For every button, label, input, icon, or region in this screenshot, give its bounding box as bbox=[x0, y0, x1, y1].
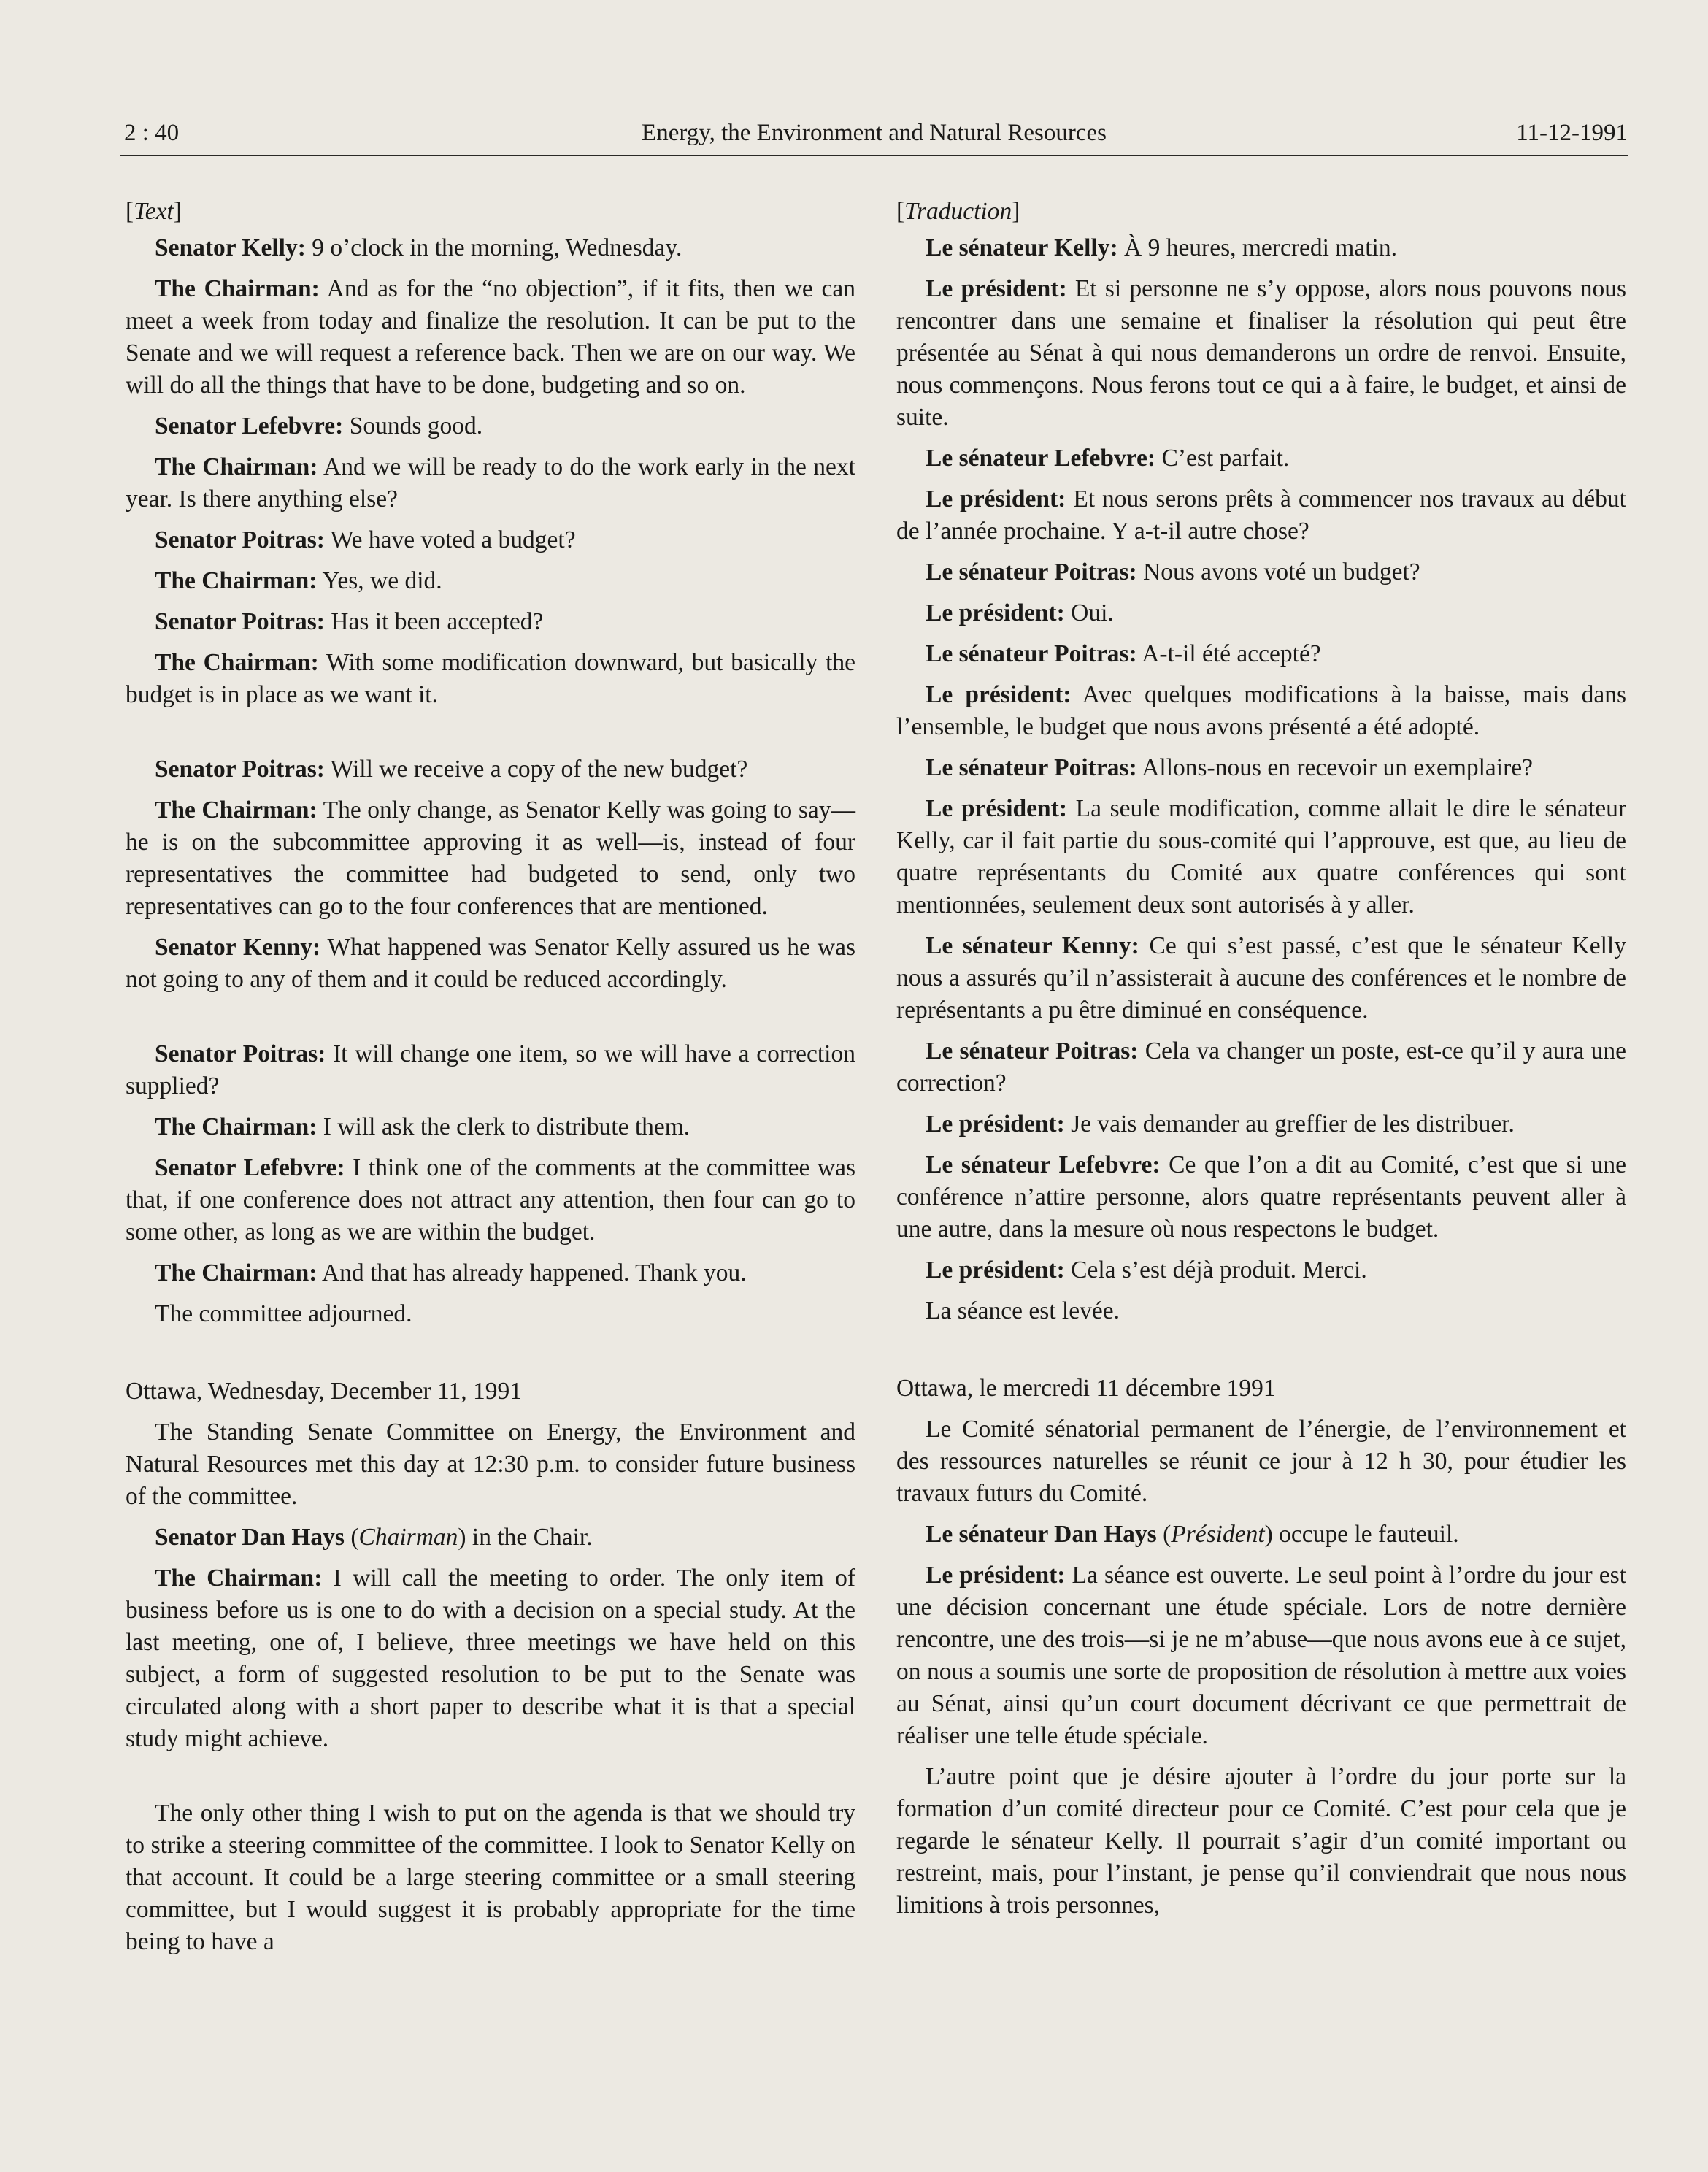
speaker-name: Le président: bbox=[926, 1562, 1066, 1589]
speaker-name: Senator Poitras: bbox=[155, 1040, 326, 1067]
speaker-name: The Chairman: bbox=[155, 275, 320, 302]
speech-paragraph bbox=[896, 1035, 1626, 1100]
speech-text: What happened was Senator Kelly assured us he was not going to any of them and it could be reduced accordingly. bbox=[126, 934, 855, 993]
speech-text: With some modification downward, but basically the budget is in place as we want it. bbox=[126, 649, 855, 708]
speech-text: The committee adjourned. bbox=[155, 1300, 412, 1327]
running-header bbox=[120, 115, 1628, 156]
speaker-name: The Chairman: bbox=[155, 567, 318, 594]
speech-text: I will call the meeting to order. The only item of business before us is one to do with a decision on a special study. At the last meeting, one of, I believe, three meetings we have held on this subject, a form of suggested resolution to be put to the Senate was circulated along with a short paper to describe what it is that a special study might achieve. bbox=[126, 1565, 855, 1752]
speech-text: A-t-il été accepté? bbox=[1136, 640, 1321, 667]
closing-paragraph: The only other thing I wish to put on the agenda is that we should try to strike a steering committee of the committee. I look to Senator Kelly on that account. It could be a large steering committee or a small steering committee, but I would suggest it is probably appropriate for the time being to have a bbox=[126, 1800, 855, 1955]
speaker-name: Le sénateur Kenny: bbox=[926, 932, 1139, 959]
speech-paragraph bbox=[126, 410, 855, 442]
speech-text: Et nous serons prêts à commencer nos travaux au début de l’année prochaine. Y a-t-il autre chose? bbox=[896, 486, 1626, 545]
speech-text: I think one of the comments at the committee was that, if one conference does not attract any attention, then four can go to some other, as long as we are within the budget. bbox=[126, 1154, 855, 1246]
speaker-name: Le sénateur Kelly: bbox=[926, 234, 1118, 261]
speech-paragraph bbox=[896, 793, 1626, 921]
speaker-name: Le sénateur Lefebvre: bbox=[926, 445, 1156, 472]
speaker-name: Le sénateur Poitras: bbox=[926, 640, 1137, 667]
speaker-name: Senator Lefebvre: bbox=[155, 412, 344, 440]
speech-paragraph bbox=[126, 1562, 855, 1755]
speaker-name: Senator Poitras: bbox=[155, 756, 325, 783]
speech-paragraph: Le sénateur Dan Hays (Président) occupe le fauteuil. bbox=[926, 1521, 1459, 1548]
speech-paragraph bbox=[896, 556, 1626, 588]
speaker-name: Le président: bbox=[926, 795, 1067, 822]
speech-text: in the Chair. bbox=[466, 1524, 593, 1551]
speech-text: Ce que l’on a dit au Comité, c’est que si une conférence n’attire personne, alors quatre représentants peuvent aller à une autre, dans la mesure où nous respectons le budget. bbox=[896, 1151, 1627, 1243]
section-tag-text: Traduction bbox=[904, 198, 1012, 225]
speaker-name: Le sénateur Dan Hays bbox=[926, 1521, 1157, 1548]
dateline: Ottawa, le mercredi 11 décembre 1991 bbox=[896, 1375, 1276, 1402]
speech-paragraph bbox=[896, 1413, 1626, 1510]
chair-role: Président bbox=[1171, 1521, 1265, 1548]
speech-text: occupe le fauteuil. bbox=[1272, 1521, 1459, 1548]
publication-title: Energy, the Environment and Natural Resources bbox=[642, 120, 1107, 146]
speaker-name: The Chairman: bbox=[155, 1259, 318, 1286]
speech-paragraph bbox=[126, 451, 855, 515]
speech-text: Cela va changer un poste, est-ce qu’il y aura une correction? bbox=[896, 1037, 1626, 1097]
section-tag: [Traduction] bbox=[896, 198, 1020, 225]
speaker-name: Senator Kenny: bbox=[155, 934, 321, 961]
speech-paragraph bbox=[896, 752, 1626, 784]
speech-paragraph bbox=[126, 232, 855, 264]
speech-text: The Standing Senate Committee on Energy, the Environment and Natural Resources met this day at 12:30 p.m. to consider future business of the committee. bbox=[126, 1419, 855, 1510]
speech-paragraph bbox=[126, 932, 855, 996]
speech-text: The only change, as Senator Kelly was going to say—he is on the subcommittee approving it as well—is, instead of four representatives the committee had budgeted to send, only two representatives can go to the four conferences that are mentioned. bbox=[126, 797, 855, 920]
speaker-name: Senator Poitras: bbox=[155, 526, 325, 553]
dateline: Ottawa, Wednesday, December 11, 1991 bbox=[126, 1378, 523, 1405]
speech-paragraph bbox=[896, 930, 1626, 1026]
speech-text: And as for the “no objection”, if it fits, then we can meet a week from today and finalize the resolution. It can be put to the Senate and we will request a reference back. Then we are on our way. We will do all the things that have to be done, budgeting and so on. bbox=[126, 275, 855, 399]
speaker-name: The Chairman: bbox=[155, 453, 318, 480]
speech-paragraph bbox=[896, 597, 1626, 629]
speech-paragraph bbox=[896, 1149, 1626, 1246]
header-date: 11-12-1991 bbox=[1516, 120, 1628, 146]
speech-paragraph bbox=[896, 483, 1626, 548]
speaker-name: The Chairman: bbox=[155, 1113, 318, 1140]
speech-paragraph bbox=[126, 1257, 855, 1289]
speech-paragraph bbox=[896, 638, 1626, 670]
speech-text: Allons-nous en recevoir un exemplaire? bbox=[1136, 754, 1534, 781]
speaker-name: Le président: bbox=[926, 1110, 1065, 1137]
speech-text: Yes, we did. bbox=[317, 567, 442, 594]
page-number: 2 : 40 bbox=[124, 120, 180, 146]
speaker-name: Le sénateur Poitras: bbox=[926, 1037, 1139, 1064]
speaker-name: Le sénateur Poitras: bbox=[926, 559, 1137, 586]
speaker-name: Le président: bbox=[926, 275, 1067, 302]
speech-paragraph bbox=[896, 273, 1626, 434]
speech-paragraph bbox=[126, 1152, 855, 1248]
speech-paragraph bbox=[126, 647, 855, 711]
chair-role: Chairman bbox=[358, 1524, 458, 1551]
speech-text: L’autre point que je désire ajouter à l’ordre du jour porte sur la formation d’un comité directeur pour ce Comité. C’est pour cela que je regarde le sénateur Kelly. Il pourrait s’agir d’un comité important ou restreint, mais, pour l’instant, je pense qu’il conviendrait que nous nous limitions à trois personnes, bbox=[896, 1763, 1626, 1919]
speech-text: Will we receive a copy of the new budget? bbox=[324, 756, 748, 783]
speech-text: I will ask the clerk to distribute them. bbox=[317, 1113, 690, 1140]
speech-text: La séance est ouverte. Le seul point à l’ordre du jour est une décision concernant une étude spéciale. Lors de notre dernière rencontre, une des trois—si je ne m’abuse—que nous avons eue à ce sujet, on nous a soumis une sorte de proposition de résolution à mettre aux voies au Sénat, ainsi qu’un court document décrivant ce que permettrait de réaliser une telle étude spéciale. bbox=[896, 1562, 1627, 1749]
speech-text: Avec quelques modifications à la baisse, mais dans l’ensemble, le budget que nous avons présenté a été adopté. bbox=[896, 681, 1626, 740]
speech-text: Has it been accepted? bbox=[324, 608, 544, 635]
speaker-name: Le président: bbox=[926, 681, 1072, 708]
speech-paragraph bbox=[896, 1761, 1626, 1922]
speech-paragraph bbox=[126, 753, 855, 786]
section-tag: [Text] bbox=[126, 198, 182, 225]
english-column bbox=[126, 196, 855, 1967]
speech-text: Nous avons voté un budget? bbox=[1136, 559, 1420, 586]
speaker-name: The Chairman: bbox=[155, 797, 318, 824]
speech-paragraph bbox=[126, 1038, 855, 1102]
section-tag-text: Text bbox=[134, 198, 174, 225]
speech-paragraph bbox=[126, 1111, 855, 1143]
speech-text: Ce qui s’est passé, c’est que le sénateur Kelly nous a assurés qu’il n’assisterait à aucune des conférences et le nombre de représentants a pu être diminué en conséquence. bbox=[896, 932, 1626, 1024]
speech-text: Le Comité sénatorial permanent de l’énergie, de l’environnement et des ressources naturelles se réunit ce jour à 12 h 30, pour étudier les travaux futurs du Comité. bbox=[896, 1416, 1626, 1507]
speech-paragraph bbox=[896, 1254, 1626, 1286]
speech-paragraph bbox=[896, 232, 1626, 264]
speech-paragraph bbox=[126, 1416, 855, 1513]
speech-text: We have voted a budget? bbox=[324, 526, 576, 553]
speech-paragraph bbox=[896, 679, 1626, 743]
speech-text: La séance est levée. bbox=[926, 1297, 1120, 1324]
speech-paragraph bbox=[126, 565, 855, 597]
speaker-name: Senator Lefebvre: bbox=[155, 1154, 345, 1181]
french-column bbox=[896, 196, 1626, 1930]
speech-text: 9 o’clock in the morning, Wednesday. bbox=[305, 234, 682, 261]
speech-text: Je vais demander au greffier de les distribuer. bbox=[1064, 1110, 1515, 1137]
speech-text: C’est parfait. bbox=[1155, 445, 1290, 472]
speech-text: Cela s’est déjà produit. Merci. bbox=[1064, 1256, 1367, 1283]
speech-paragraph bbox=[126, 1298, 855, 1330]
speech-paragraph bbox=[126, 273, 855, 402]
speaker-name: The Chairman: bbox=[155, 1565, 323, 1592]
speaker-name: Le président: bbox=[926, 1256, 1065, 1283]
speech-paragraph bbox=[126, 524, 855, 556]
speech-text: À 9 heures, mercredi matin. bbox=[1117, 234, 1397, 261]
speech-paragraph bbox=[896, 1559, 1626, 1752]
speaker-name: Senator Kelly: bbox=[155, 234, 306, 261]
speech-paragraph bbox=[126, 794, 855, 923]
speech-paragraph bbox=[896, 1108, 1626, 1140]
speech-paragraph bbox=[896, 1295, 1626, 1327]
speaker-name: Le président: bbox=[926, 599, 1065, 626]
speaker-name: Senator Poitras: bbox=[155, 608, 325, 635]
speech-paragraph bbox=[126, 606, 855, 638]
speech-text: Oui. bbox=[1064, 599, 1114, 626]
speaker-name: Le sénateur Poitras: bbox=[926, 754, 1137, 781]
speaker-name: Le sénateur Lefebvre: bbox=[926, 1151, 1161, 1178]
speech-text: Et si personne ne s’y oppose, alors nous pouvons nous rencontrer dans une semaine et finaliser la résolution qui peut être présentée au Sénat à qui nous demanderons un ordre de renvoi. Ensuite, nous commençons. Nous ferons tout ce qui a à faire, le budget, et ainsi de suite. bbox=[896, 275, 1626, 431]
speech-text: La seule modification, comme allait le dire le sénateur Kelly, car il fait partie du sous-comité qui l’approuve, est que, au lieu de quatre représentants du Comité aux quatre conférences qui sont mentionnées, seulement deux sont autorisés à y aller. bbox=[896, 795, 1626, 918]
speech-text: And that has already happened. Thank you. bbox=[317, 1259, 747, 1286]
speaker-name: Le président: bbox=[926, 486, 1066, 513]
speaker-name: The Chairman: bbox=[155, 649, 319, 676]
speech-text: And we will be ready to do the work early in the next year. Is there anything else? bbox=[126, 453, 855, 513]
speech-text: It will change one item, so we will have a correction supplied? bbox=[126, 1040, 855, 1100]
speech-paragraph: Senator Dan Hays (Chairman) in the Chair. bbox=[155, 1524, 593, 1551]
speaker-name: Senator Dan Hays bbox=[155, 1524, 345, 1551]
speech-paragraph bbox=[896, 442, 1626, 475]
speech-text: Sounds good. bbox=[343, 412, 483, 440]
